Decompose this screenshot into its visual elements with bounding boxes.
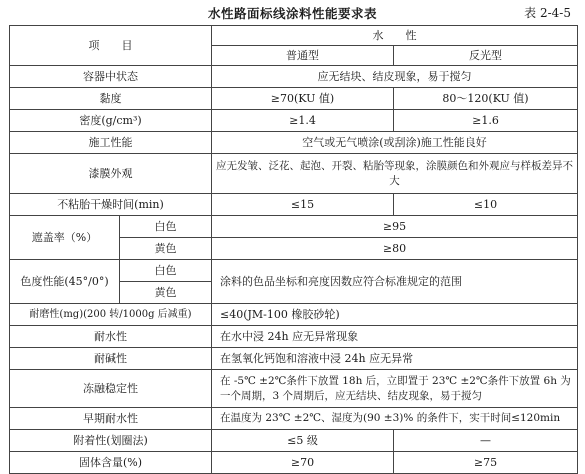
row-value: ≥80 <box>212 238 578 260</box>
color-white-label: 白色 <box>120 260 212 282</box>
row-value: 涂料的色品坐标和亮度因数应符合标准规定的范围 <box>212 260 578 304</box>
title-bar <box>0 0 585 24</box>
row-value: 应无结块、结皮现象，易于搅匀 <box>212 66 578 88</box>
row-value-reflective: ≥1.6 <box>394 110 578 132</box>
row-value-reflective: ≥75 <box>394 452 578 474</box>
row-value: 空气或无气喷涂(或刮涂)施工性能良好 <box>212 132 578 154</box>
row-label: 附着性(划圈法) <box>10 430 212 452</box>
row-value-reflective: — <box>394 430 578 452</box>
table-row <box>10 408 578 430</box>
header-group: 水 性 <box>212 26 578 46</box>
row-label: 施工性能 <box>10 132 212 154</box>
row-label: 早期耐水性 <box>10 408 212 430</box>
row-label: 耐磨性(mg)(200 转/1000g 后减重) <box>10 304 212 326</box>
table-row <box>10 66 578 88</box>
row-value-reflective: ≤10 <box>394 194 578 216</box>
table-row <box>10 260 578 282</box>
row-label: 不粘胎干燥时间(min) <box>10 194 212 216</box>
table-row <box>10 132 578 154</box>
table-row <box>10 26 578 46</box>
row-label: 耐水性 <box>10 326 212 348</box>
table-row <box>10 452 578 474</box>
header-normal: 普通型 <box>212 46 394 66</box>
table-row <box>10 304 578 326</box>
table-row <box>10 216 578 238</box>
row-label: 漆膜外观 <box>10 154 212 194</box>
row-value-normal: ≤15 <box>212 194 394 216</box>
row-label: 遮盖率（%） <box>10 216 120 260</box>
table-number: 表 2-4-5 <box>524 6 571 20</box>
row-label: 固体含量(%) <box>10 452 212 474</box>
row-label: 黏度 <box>10 88 212 110</box>
header-reflective: 反光型 <box>394 46 578 66</box>
row-value: ≥95 <box>212 216 578 238</box>
row-value: ≤40(JM-100 橡胶砂轮) <box>212 304 578 326</box>
row-label: 密度(g/cm³) <box>10 110 212 132</box>
row-value-normal: ≥70 <box>212 452 394 474</box>
row-value-reflective: 80～120(KU 值) <box>394 88 578 110</box>
color-yellow-label: 黄色 <box>120 282 212 304</box>
table-row <box>10 194 578 216</box>
row-label: 色度性能(45°/0°) <box>10 260 120 304</box>
table-row <box>10 154 578 194</box>
row-value-normal: ≥70(KU 值) <box>212 88 394 110</box>
table-row <box>10 88 578 110</box>
row-value: 在 -5℃ ±2℃条件下放置 18h 后，立即置于 23℃ ±2℃条件下放置 6h 为一个周期，3 个周期后，应无结块、结皮现象，易于搅匀 <box>212 370 578 408</box>
table-row <box>10 348 578 370</box>
row-value: 应无发皱、泛花、起泡、开裂、粘胎等现象，涂膜颜色和外观应与样板差异不大 <box>212 154 578 194</box>
row-value: 在温度为 23℃ ±2℃、湿度为(90 ±3)% 的条件下，实干时间≤120min <box>212 408 578 430</box>
page-title: 水性路面标线涂料性能要求表 <box>207 6 377 21</box>
color-yellow-label: 黄色 <box>120 238 212 260</box>
row-value: 在水中浸 24h 应无异常现象 <box>212 326 578 348</box>
row-value-normal: ≤5 级 <box>212 430 394 452</box>
color-white-label: 白色 <box>120 216 212 238</box>
header-item: 项 目 <box>10 26 212 66</box>
row-value-normal: ≥1.4 <box>212 110 394 132</box>
row-label: 耐碱性 <box>10 348 212 370</box>
row-value: 在氢氧化钙饱和溶液中浸 24h 应无异常 <box>212 348 578 370</box>
table-row <box>10 110 578 132</box>
table-row <box>10 430 578 452</box>
table-row <box>10 370 578 408</box>
spec-table <box>9 25 578 474</box>
row-label: 容器中状态 <box>10 66 212 88</box>
row-label: 冻融稳定性 <box>10 370 212 408</box>
table-row <box>10 326 578 348</box>
